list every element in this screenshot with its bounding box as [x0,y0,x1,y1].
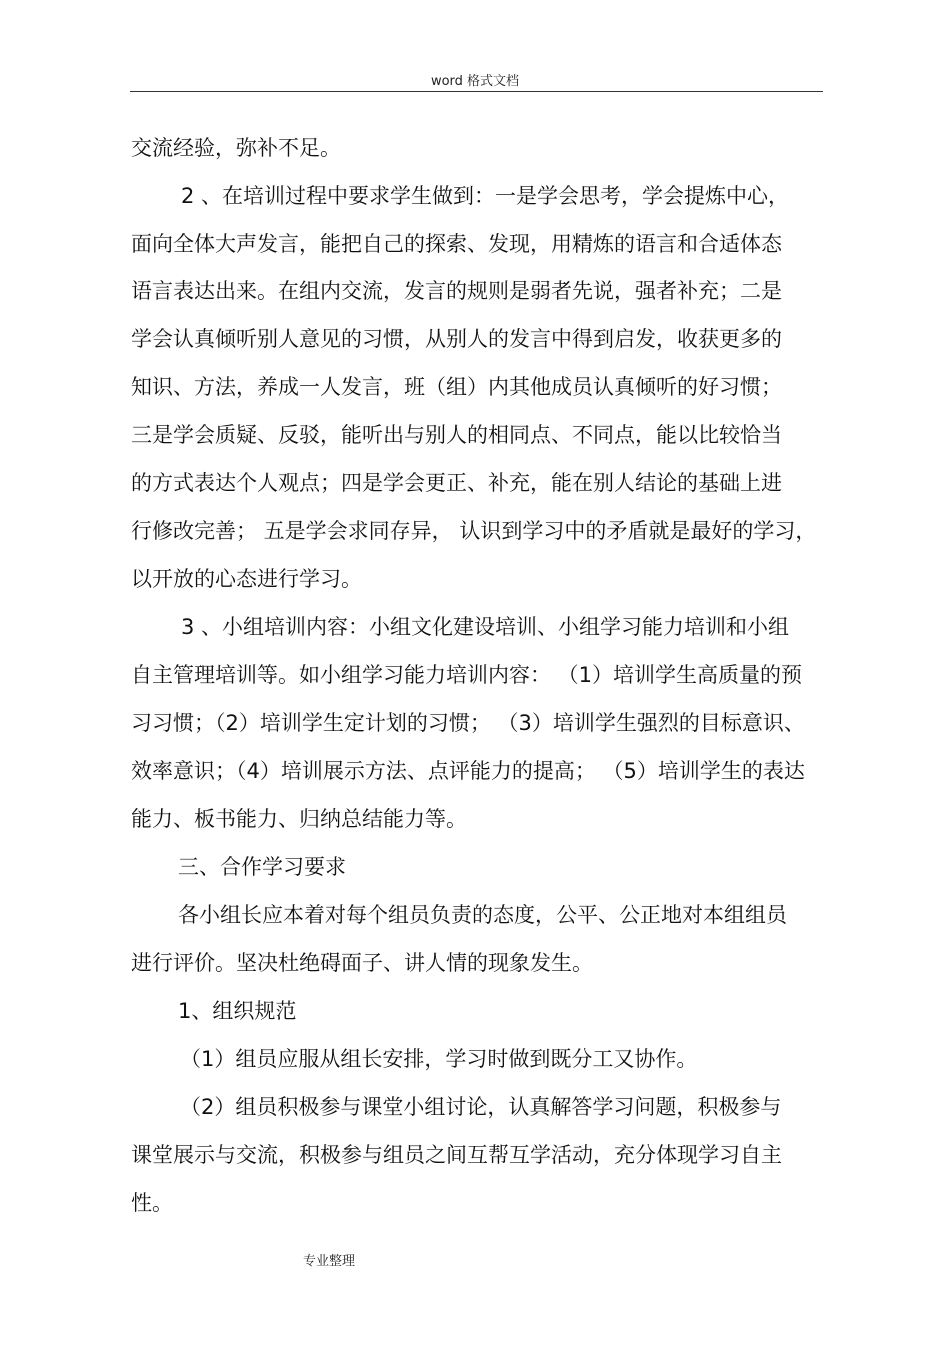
text-line: 学会认真倾听别人意见的习惯，从别人的发言中得到启发，收获更多的 [131,327,782,351]
text-line: 交流经验，弥补不足。 [131,136,341,160]
subsection-heading: 1、组织规范 [178,999,297,1023]
text-line: 知识、方法，养成一人发言，班（组）内其他成员认真倾听的好习惯； [131,375,782,399]
text-line: 行修改完善； 五是学会求同存异， 认识到学习中的矛盾就是最好的学习， [131,519,817,543]
text-line: 进行评价。坚决杜绝碍面子、讲人情的现象发生。 [131,951,593,975]
section-heading: 三、合作学习要求 [178,855,346,879]
text-line: 2 、在培训过程中要求学生做到：一是学会思考，学会提炼中心， [181,184,790,208]
text-line: 性。 [131,1191,173,1215]
text-line: 能力、板书能力、归纳总结能力等。 [131,807,467,831]
text-line: 面向全体大声发言，能把自己的探索、发现，用精炼的语言和合适体态 [131,232,782,256]
page-footer: 专业整理 [303,1254,356,1269]
text-line: 习习惯；（2）培训学生定计划的习惯； （3）培训学生强烈的目标意识、 [131,711,805,735]
page-header: word 格式文档 [430,74,520,89]
text-line: 以开放的心态进行学习。 [131,567,362,591]
text-line: 语言表达出来。在组内交流，发言的规则是弱者先说，强者补充；二是 [131,279,782,303]
text-line: 的方式表达个人观点；四是学会更正、补充，能在别人结论的基础上进 [131,471,782,495]
text-line: （2）组员积极参与课堂小组讨论，认真解答学习问题，积极参与 [180,1095,782,1119]
text-line: 效率意识；（4）培训展示方法、点评能力的提高； （5）培训学生的表达 [131,759,805,783]
text-line: 自主管理培训等。如小组学习能力培训内容： （1）培训学生高质量的预 [131,663,803,687]
text-line: 课堂展示与交流，积极参与组员之间互帮互学活动，充分体现学习自主 [131,1143,782,1167]
text-line: 3 、小组培训内容：小组文化建设培训、小组学习能力培训和小组 [181,615,790,639]
text-line: 三是学会质疑、反驳，能听出与别人的相同点、不同点，能以比较恰当 [131,423,782,447]
header-rule [130,91,823,92]
text-line: （1）组员应服从组长安排，学习时做到既分工又协作。 [180,1047,698,1071]
text-line: 各小组长应本着对每个组员负责的态度，公平、公正地对本组组员 [178,903,787,927]
